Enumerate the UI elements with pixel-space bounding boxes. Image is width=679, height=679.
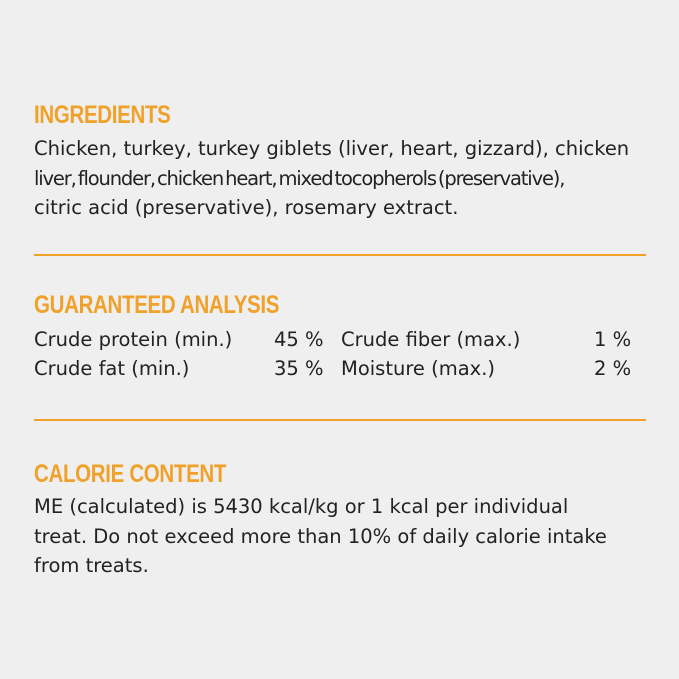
analysis-table <box>34 325 646 383</box>
nutrient-label: Moisture (max.) <box>341 357 496 380</box>
calorie-text <box>34 492 646 581</box>
ingredients-section <box>34 101 646 223</box>
nutrient-value: 1 % <box>594 328 632 351</box>
calorie-section <box>34 460 646 581</box>
analysis-heading: GUARANTEED ANALYSIS <box>34 291 280 319</box>
nutrient-value: 35 % <box>274 357 324 380</box>
calorie-line: from treats. <box>34 554 149 577</box>
calorie-line: treat. Do not exceed more than 10% of daily calorie intake <box>34 524 607 548</box>
section-divider <box>34 254 646 256</box>
ingredients-line: citric acid (preservative), rosemary extract. <box>34 196 459 219</box>
nutrient-label: Crude protein (min.) <box>34 328 233 351</box>
section-divider <box>34 419 646 421</box>
ingredients-heading: INGREDIENTS <box>34 101 171 129</box>
analysis-section <box>34 291 646 383</box>
nutrient-label: Crude fat (min.) <box>34 357 190 380</box>
nutrient-label: Crude fiber (max.) <box>341 328 521 351</box>
calorie-line: ME (calculated) is 5430 kcal/kg or 1 kcal per individual <box>34 495 569 518</box>
nutrient-value: 45 % <box>274 328 324 351</box>
nutrient-value: 2 % <box>594 357 632 380</box>
calorie-heading: CALORIE CONTENT <box>34 460 227 488</box>
analysis-row <box>34 354 646 383</box>
ingredients-line: Chicken, turkey, turkey giblets (liver, heart, gizzard), chicken <box>34 137 630 160</box>
ingredients-line: liver, flounder, chicken heart, mixed tocopherols (preservative), <box>34 166 565 190</box>
analysis-row <box>34 325 646 354</box>
ingredients-text <box>34 134 646 223</box>
